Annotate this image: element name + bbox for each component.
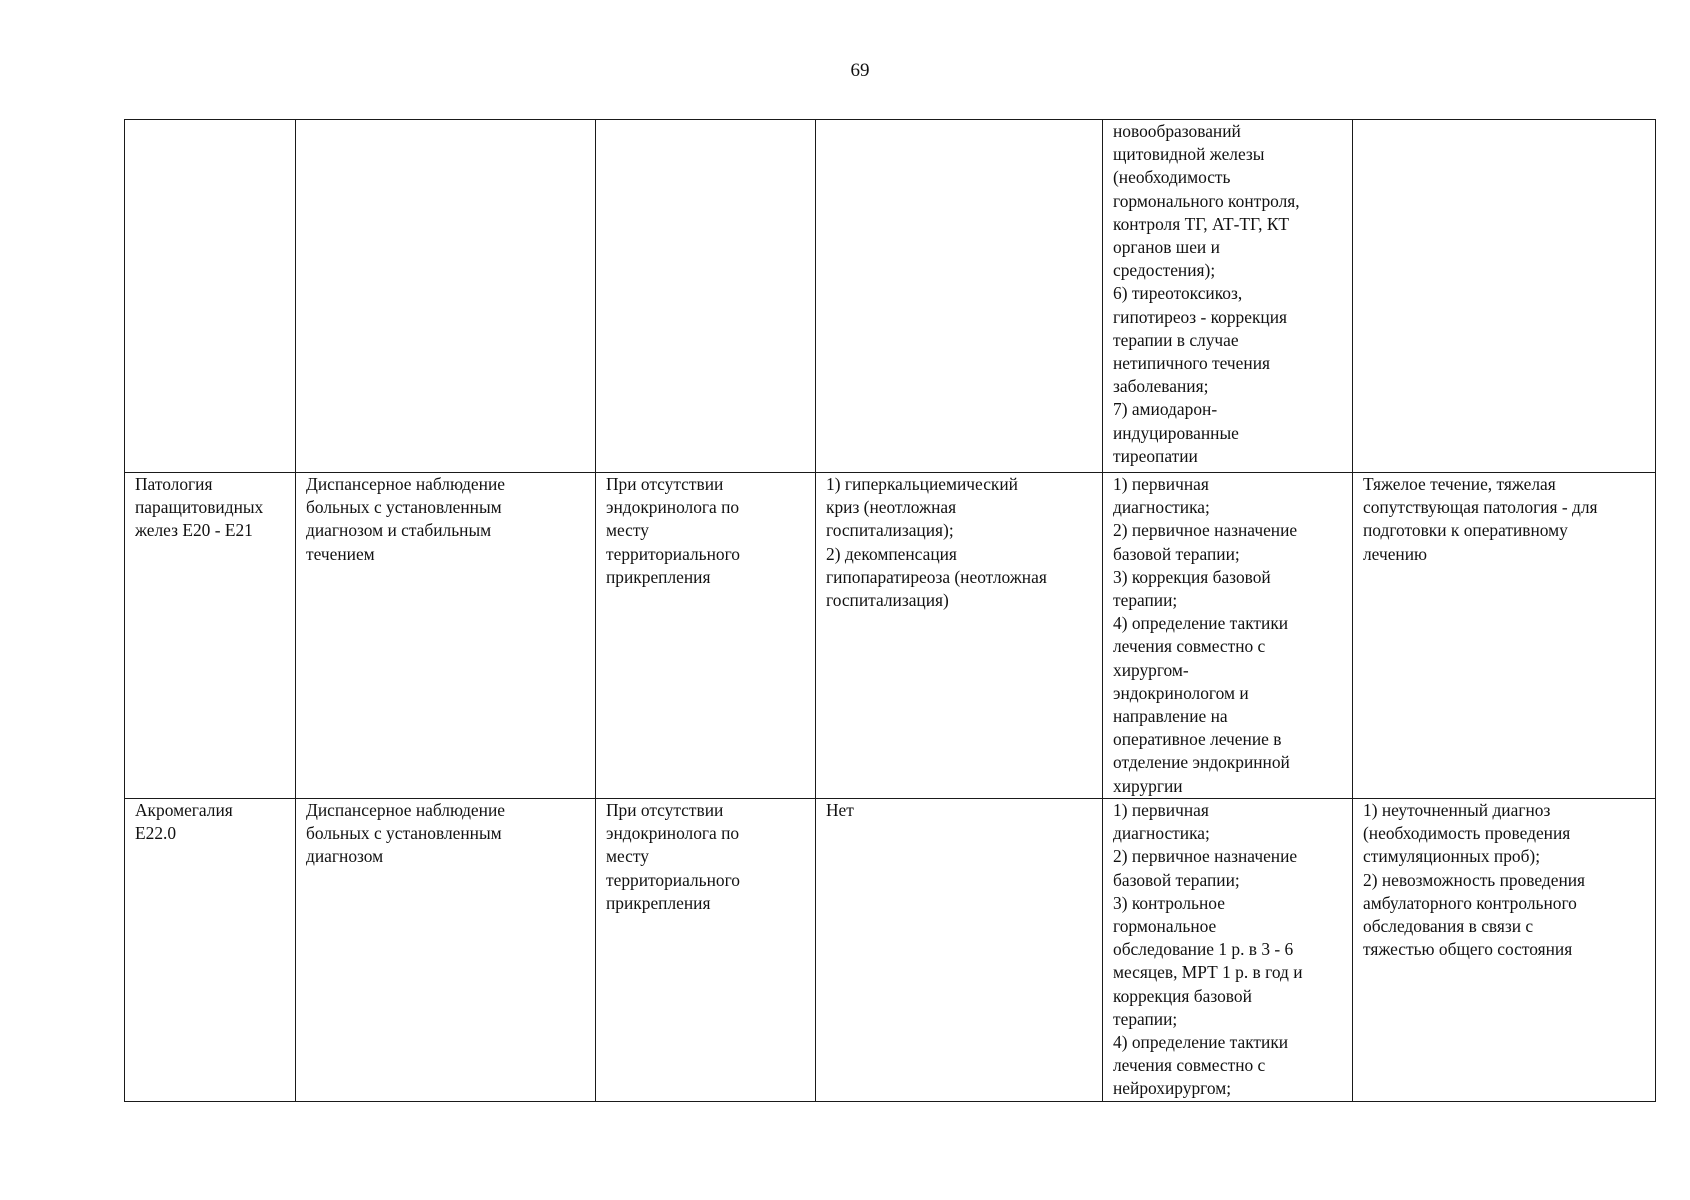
cell-disease: Патология паращитовидных желез Е20 - Е21: [125, 473, 296, 799]
cell-emergency-hospitalization: Нет: [816, 799, 1103, 1102]
page-number: 69: [850, 60, 870, 81]
cell-care-type: Диспансерное наблюдение больных с установленным диагнозом и стабильным течением: [296, 473, 596, 799]
cell-emergency-hospitalization: 1) гиперкальциемический криз (неотложная госпитализация); 2) декомпенсация гипопаратиреоза (неотложная госпитализация): [816, 473, 1103, 799]
document-table: [124, 119, 1656, 1102]
table-row: [125, 799, 1656, 1102]
cell-planned-hospitalization: [1353, 120, 1656, 473]
cell-care-type: [296, 120, 596, 473]
table-row: [125, 120, 1656, 473]
cell-care-type: Диспансерное наблюдение больных с установленным диагнозом: [296, 799, 596, 1102]
cell-consultation-indications: 1) первичная диагностика; 2) первичное назначение базовой терапии; 3) коррекция базовой терапии; 4) определение тактики лечения совместно с хирургом- эндокринологом и направление на оперативное лечение в отделение эндокринной хирургии: [1103, 473, 1353, 799]
cell-consultation-indications: 1) первичная диагностика; 2) первичное назначение базовой терапии; 3) контрольное гормональное обследование 1 р. в 3 - 6 месяцев, МРТ 1 р. в год и коррекция базовой терапии; 4) определение тактики лечения совместно с нейрохирургом;: [1103, 799, 1353, 1102]
cell-consultation-indications: новообразований щитовидной железы (необходимость гормонального контроля, контроля ТГ, АТ-ТГ, КТ органов шеи и средостения); 6) тиреотоксикоз, гипотиреоз - коррекция терапии в случае нетипичного течения заболевания; 7) амиодарон- индуцированные тиреопатии: [1103, 120, 1353, 473]
cell-condition: При отсутствии эндокринолога по месту территориального прикрепления: [596, 473, 816, 799]
cell-emergency-hospitalization: [816, 120, 1103, 473]
cell-planned-hospitalization: Тяжелое течение, тяжелая сопутствующая патология - для подготовки к оперативному лечению: [1353, 473, 1656, 799]
cell-condition: [596, 120, 816, 473]
cell-disease: Акромегалия Е22.0: [125, 799, 296, 1102]
cell-disease: [125, 120, 296, 473]
cell-condition: При отсутствии эндокринолога по месту территориального прикрепления: [596, 799, 816, 1102]
cell-planned-hospitalization: 1) неуточненный диагноз (необходимость проведения стимуляционных проб); 2) невозможность проведения амбулаторного контрольного обследования в связи с тяжестью общего состояния: [1353, 799, 1656, 1102]
table-row: [125, 473, 1656, 799]
